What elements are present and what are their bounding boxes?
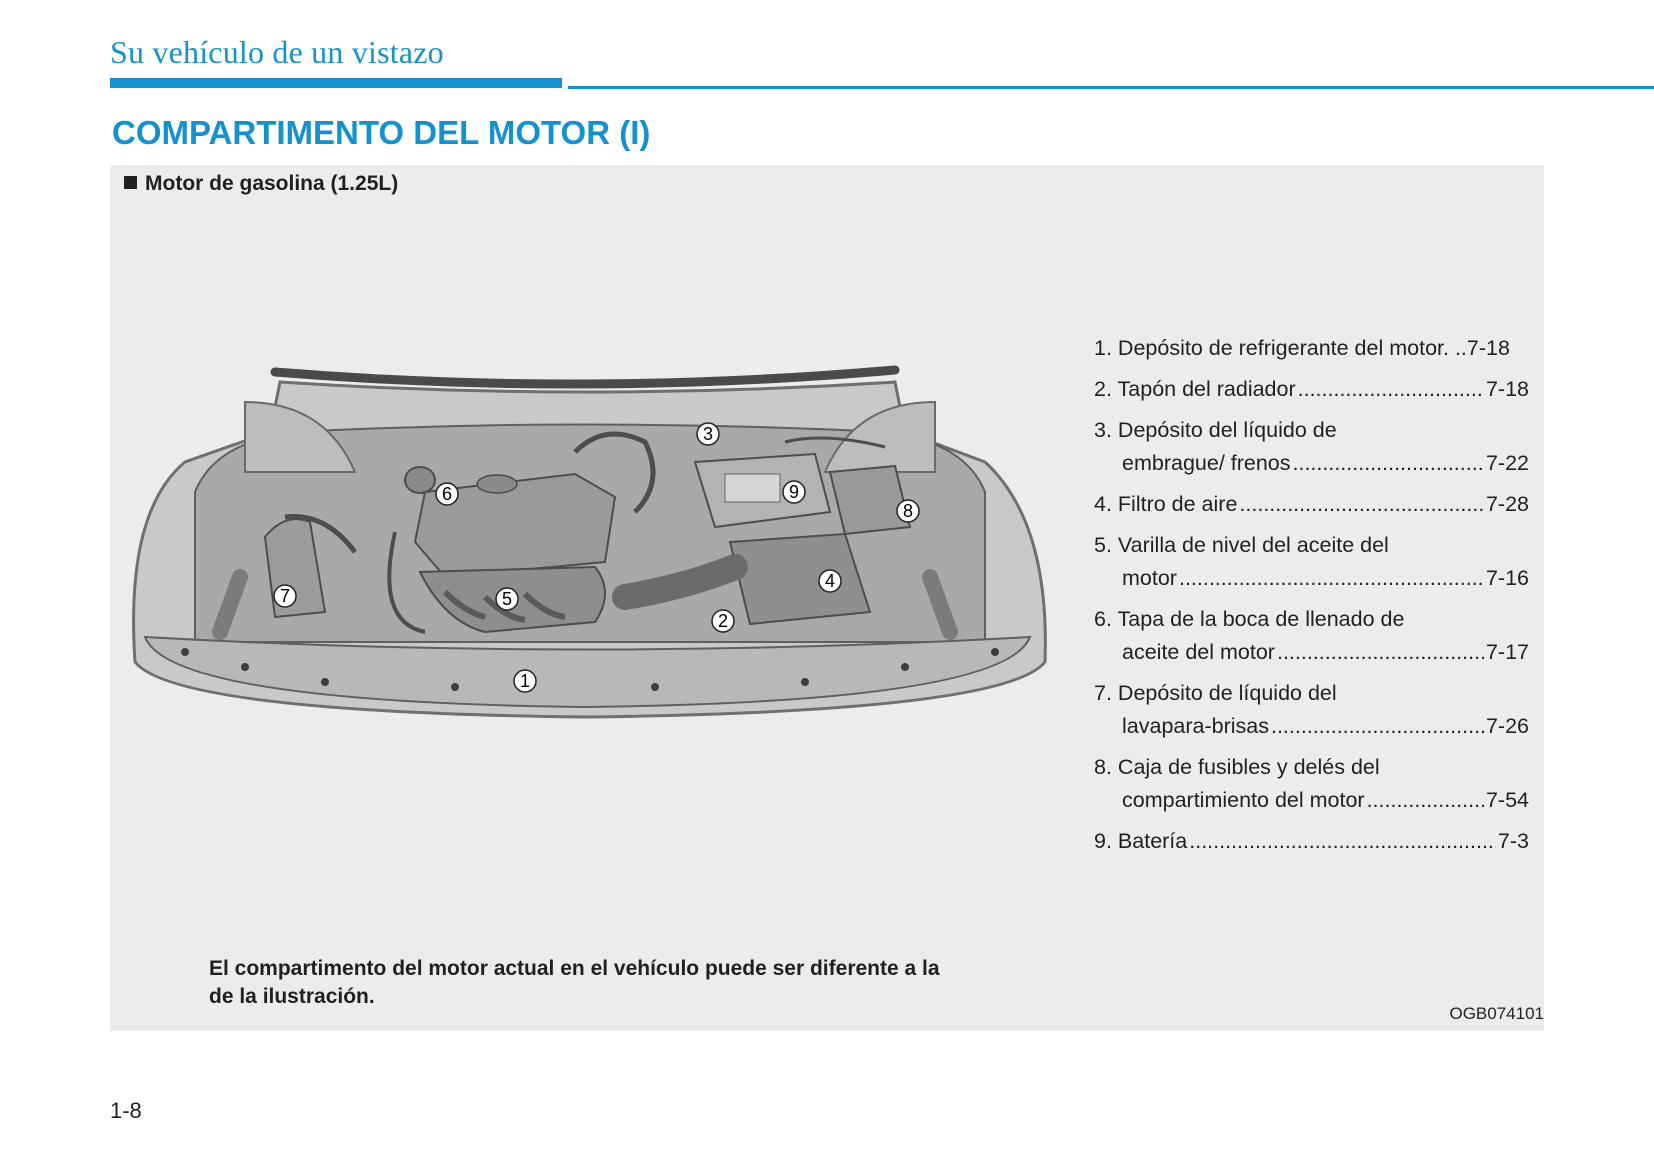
callout-label: 9 bbox=[788, 482, 800, 502]
legend-number: 8. bbox=[1094, 755, 1112, 779]
legend-page: 7-17 bbox=[1485, 640, 1529, 664]
legend-text: motor bbox=[1122, 566, 1177, 590]
callout-label: 2 bbox=[717, 611, 729, 631]
legend-item-5 bbox=[1094, 529, 1529, 595]
legend-text: Batería bbox=[1117, 829, 1188, 853]
legend-item-1 bbox=[1094, 332, 1529, 365]
page-title: COMPARTIMENTO DEL MOTOR (I) bbox=[112, 114, 651, 151]
legend-text: Varilla de nivel del aceite del bbox=[1117, 533, 1389, 557]
legend-number: 4. bbox=[1094, 492, 1112, 516]
legend-text: compartimiento del motor bbox=[1122, 788, 1365, 812]
legend-page: 7-22 bbox=[1485, 451, 1529, 475]
header-rule-thin bbox=[568, 86, 1654, 89]
callout-6 bbox=[436, 483, 458, 505]
legend-page: 7-18 bbox=[1485, 377, 1529, 401]
legend-page: 7-3 bbox=[1497, 829, 1529, 853]
callout-2 bbox=[712, 610, 734, 632]
legend-page: 7-18 bbox=[1466, 336, 1510, 360]
legend-text: Tapa de la boca de llenado de bbox=[1117, 607, 1405, 631]
legend-number: 3. bbox=[1094, 418, 1112, 442]
callout-label: 7 bbox=[279, 586, 291, 606]
callout-9 bbox=[783, 481, 805, 503]
legend-text: Tapón del radiador bbox=[1117, 377, 1296, 401]
legend-text: Caja de fusibles y delés del bbox=[1117, 755, 1380, 779]
legend-item-6 bbox=[1094, 603, 1529, 669]
legend-number: 9. bbox=[1094, 829, 1112, 853]
callout-label: 4 bbox=[824, 571, 836, 591]
callout-label: 1 bbox=[519, 671, 531, 691]
image-code: OGB074101 bbox=[1449, 1004, 1544, 1023]
subheading bbox=[124, 172, 398, 196]
callout-5 bbox=[496, 588, 518, 610]
legend-text: Depósito del líquido de bbox=[1117, 418, 1337, 442]
legend-item-4 bbox=[1094, 488, 1529, 521]
legend-item-9 bbox=[1094, 825, 1529, 858]
legend-number: 7. bbox=[1094, 681, 1112, 705]
callout-label: 8 bbox=[902, 501, 914, 521]
legend-number: 1. bbox=[1094, 336, 1112, 360]
engine-compartment-illustration bbox=[125, 362, 1055, 762]
header-rule-thick bbox=[110, 78, 562, 88]
page-number: 1-8 bbox=[110, 1098, 142, 1123]
legend-text: Filtro de aire bbox=[1117, 492, 1238, 516]
legend-item-2 bbox=[1094, 373, 1529, 406]
legend-page: 7-28 bbox=[1485, 492, 1529, 516]
callout-8 bbox=[897, 500, 919, 522]
component-legend bbox=[1094, 332, 1529, 866]
legend-text: Depósito de refrigerante del motor. .. bbox=[1117, 336, 1467, 360]
legend-page: 7-16 bbox=[1485, 566, 1529, 590]
callout-4 bbox=[819, 570, 841, 592]
legend-page: 7-54 bbox=[1485, 788, 1529, 812]
callout-label: 5 bbox=[501, 589, 513, 609]
legend-number: 6. bbox=[1094, 607, 1112, 631]
illustration-note: El compartimento del motor actual en el vehículo puede ser diferente a la de la ilustración. bbox=[209, 957, 940, 1008]
callout-7 bbox=[274, 585, 296, 607]
legend-number: 5. bbox=[1094, 533, 1112, 557]
legend-page: 7-26 bbox=[1485, 714, 1529, 738]
legend-item-7 bbox=[1094, 677, 1529, 743]
legend-item-8 bbox=[1094, 751, 1529, 817]
callout-label: 6 bbox=[441, 484, 453, 504]
legend-text: Depósito de líquido del bbox=[1117, 681, 1337, 705]
callout-label: 3 bbox=[702, 424, 714, 444]
chapter-title: Su vehículo de un vistazo bbox=[110, 34, 444, 70]
legend-number: 2. bbox=[1094, 377, 1112, 401]
callout-3 bbox=[697, 423, 719, 445]
legend-text: embrague/ frenos bbox=[1122, 451, 1291, 475]
legend-text: aceite del motor bbox=[1122, 640, 1275, 664]
callout-1 bbox=[514, 670, 536, 692]
legend-item-3 bbox=[1094, 414, 1529, 480]
legend-text: lavapara-brisas bbox=[1122, 714, 1269, 738]
square-bullet-icon bbox=[124, 176, 137, 189]
subheading-text: Motor de gasolina (1.25L) bbox=[145, 172, 399, 195]
